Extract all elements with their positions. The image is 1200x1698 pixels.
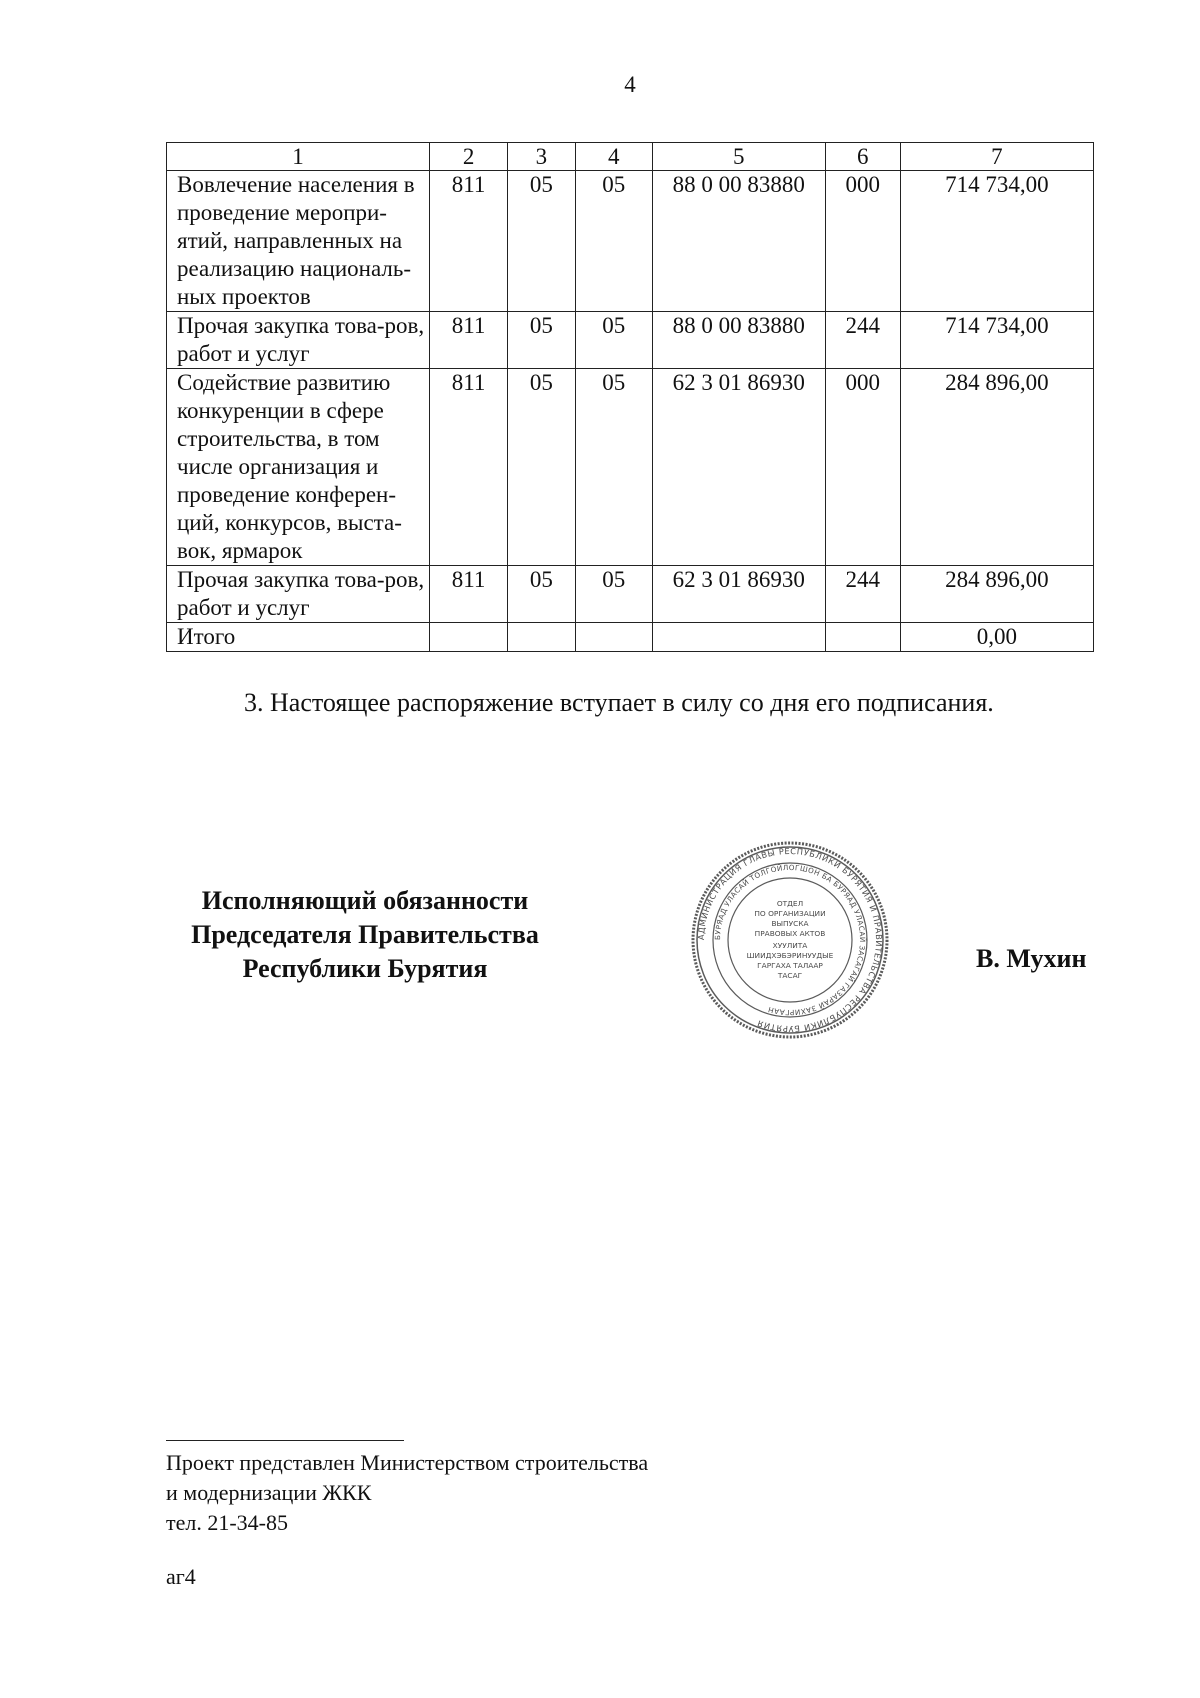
row-name-cell: Итого <box>167 623 430 652</box>
column-header: 7 <box>900 143 1093 171</box>
seal-center-line: ШИИДХЭБЭРИНУУДЫЕ <box>746 951 834 960</box>
code-cell: 62 3 01 86930 <box>652 566 825 623</box>
code-cell: 05 <box>508 171 576 312</box>
clause-paragraph: 3. Настоящее распоряжение вступает в силу со дня его подписания. <box>244 688 994 717</box>
signatory-title-line: Исполняющий обязанности <box>201 886 529 915</box>
code-cell: 05 <box>575 312 652 369</box>
code-cell <box>430 623 508 652</box>
official-seal-icon <box>690 840 890 1040</box>
column-header: 2 <box>430 143 508 171</box>
code-cell: 05 <box>508 566 576 623</box>
seal-center-line: ВЫПУСКА <box>771 919 809 928</box>
code-cell: 811 <box>430 171 508 312</box>
seal-outer-text: АДМИНИСТРАЦИЯ ГЛАВЫ РЕСПУБЛИКИ БУРЯТИЯ И ПРАВИТЕЛЬСТВА РЕСПУБЛИКИ БУРЯТИЯ <box>695 845 885 1035</box>
table-header-row <box>167 143 1094 171</box>
footnote-line: и модернизации ЖКК <box>166 1480 372 1505</box>
code-cell: 000 <box>825 171 900 312</box>
column-header: 4 <box>575 143 652 171</box>
code-cell: 05 <box>575 369 652 566</box>
amount-cell: 284 896,00 <box>900 369 1093 566</box>
page-number: 4 <box>624 72 636 97</box>
footnote <box>166 1448 648 1538</box>
amount-cell: 284 896,00 <box>900 566 1093 623</box>
footnote-line: тел. 21-34-85 <box>166 1510 289 1535</box>
code-cell <box>575 623 652 652</box>
signatory-title <box>150 884 580 986</box>
code-cell: 811 <box>430 566 508 623</box>
amount-cell: 714 734,00 <box>900 171 1093 312</box>
code-cell: 811 <box>430 312 508 369</box>
signatory-name: В. Мухин <box>976 944 1087 973</box>
amount-cell: 0,00 <box>900 623 1093 652</box>
row-name-cell: Вовлечение населения в проведение меропри-ятий, направленных на реализацию националь-ных проектов <box>167 171 430 312</box>
code-cell: 05 <box>575 171 652 312</box>
column-header: 1 <box>167 143 430 171</box>
column-header: 3 <box>508 143 576 171</box>
footnote-divider <box>166 1440 404 1441</box>
seal-center-line: ПРАВОВЫХ АКТОВ <box>754 929 826 938</box>
column-header: 6 <box>825 143 900 171</box>
column-header: 5 <box>652 143 825 171</box>
seal-inner-text: БУРЯАД УЛАСАЙ ТОЛГОЙЛОГШОН БА БУРЯАД УЛАСАЙ ЗАСАГАЙ ГАЗАРАЙ ЗАХИРГААН <box>712 862 868 1018</box>
code-cell: 244 <box>825 312 900 369</box>
code-cell: 05 <box>508 312 576 369</box>
code-cell: 000 <box>825 369 900 566</box>
seal-center-line: ОТДЕЛ <box>776 899 804 908</box>
table-row <box>167 369 1094 566</box>
code-cell: 62 3 01 86930 <box>652 369 825 566</box>
table-total-row <box>167 623 1094 652</box>
seal-center-line: ПО ОРГАНИЗАЦИИ <box>754 909 826 918</box>
code-cell <box>825 623 900 652</box>
code-cell: 88 0 00 83880 <box>652 171 825 312</box>
code-cell: 88 0 00 83880 <box>652 312 825 369</box>
signatory-title-line: Республики Бурятия <box>242 954 488 983</box>
table-row <box>167 566 1094 623</box>
row-name-cell: Содействие развитию конкуренции в сфере строительства, в том числе организация и проведение конферен-ций, конкурсов, выста-вок, ярмарок <box>167 369 430 566</box>
amount-cell: 714 734,00 <box>900 312 1093 369</box>
code-cell: 05 <box>575 566 652 623</box>
code-cell <box>652 623 825 652</box>
footnote-line: Проект представлен Министерством строительства <box>166 1450 649 1475</box>
row-name-cell: Прочая закупка това-ров, работ и услуг <box>167 566 430 623</box>
seal-center-line: ХУУЛИТА <box>772 941 808 950</box>
svg-text:БУРЯАД УЛАСАЙ ТОЛГОЙЛОГШОН БА <box>713 863 867 1017</box>
signatory-title-line: Председателя Правительства <box>191 920 539 949</box>
row-name-cell: Прочая закупка това-ров, работ и услуг <box>167 312 430 369</box>
code-cell: 05 <box>508 369 576 566</box>
budget-table <box>166 142 1094 652</box>
document-code: аг4 <box>166 1564 196 1589</box>
table-row <box>167 312 1094 369</box>
code-cell: 244 <box>825 566 900 623</box>
code-cell: 811 <box>430 369 508 566</box>
code-cell <box>508 623 576 652</box>
seal-center-line: ГАРГАХА ТАЛААР <box>757 961 823 970</box>
seal-center-line: ТАСАГ <box>777 971 803 980</box>
table-row <box>167 171 1094 312</box>
